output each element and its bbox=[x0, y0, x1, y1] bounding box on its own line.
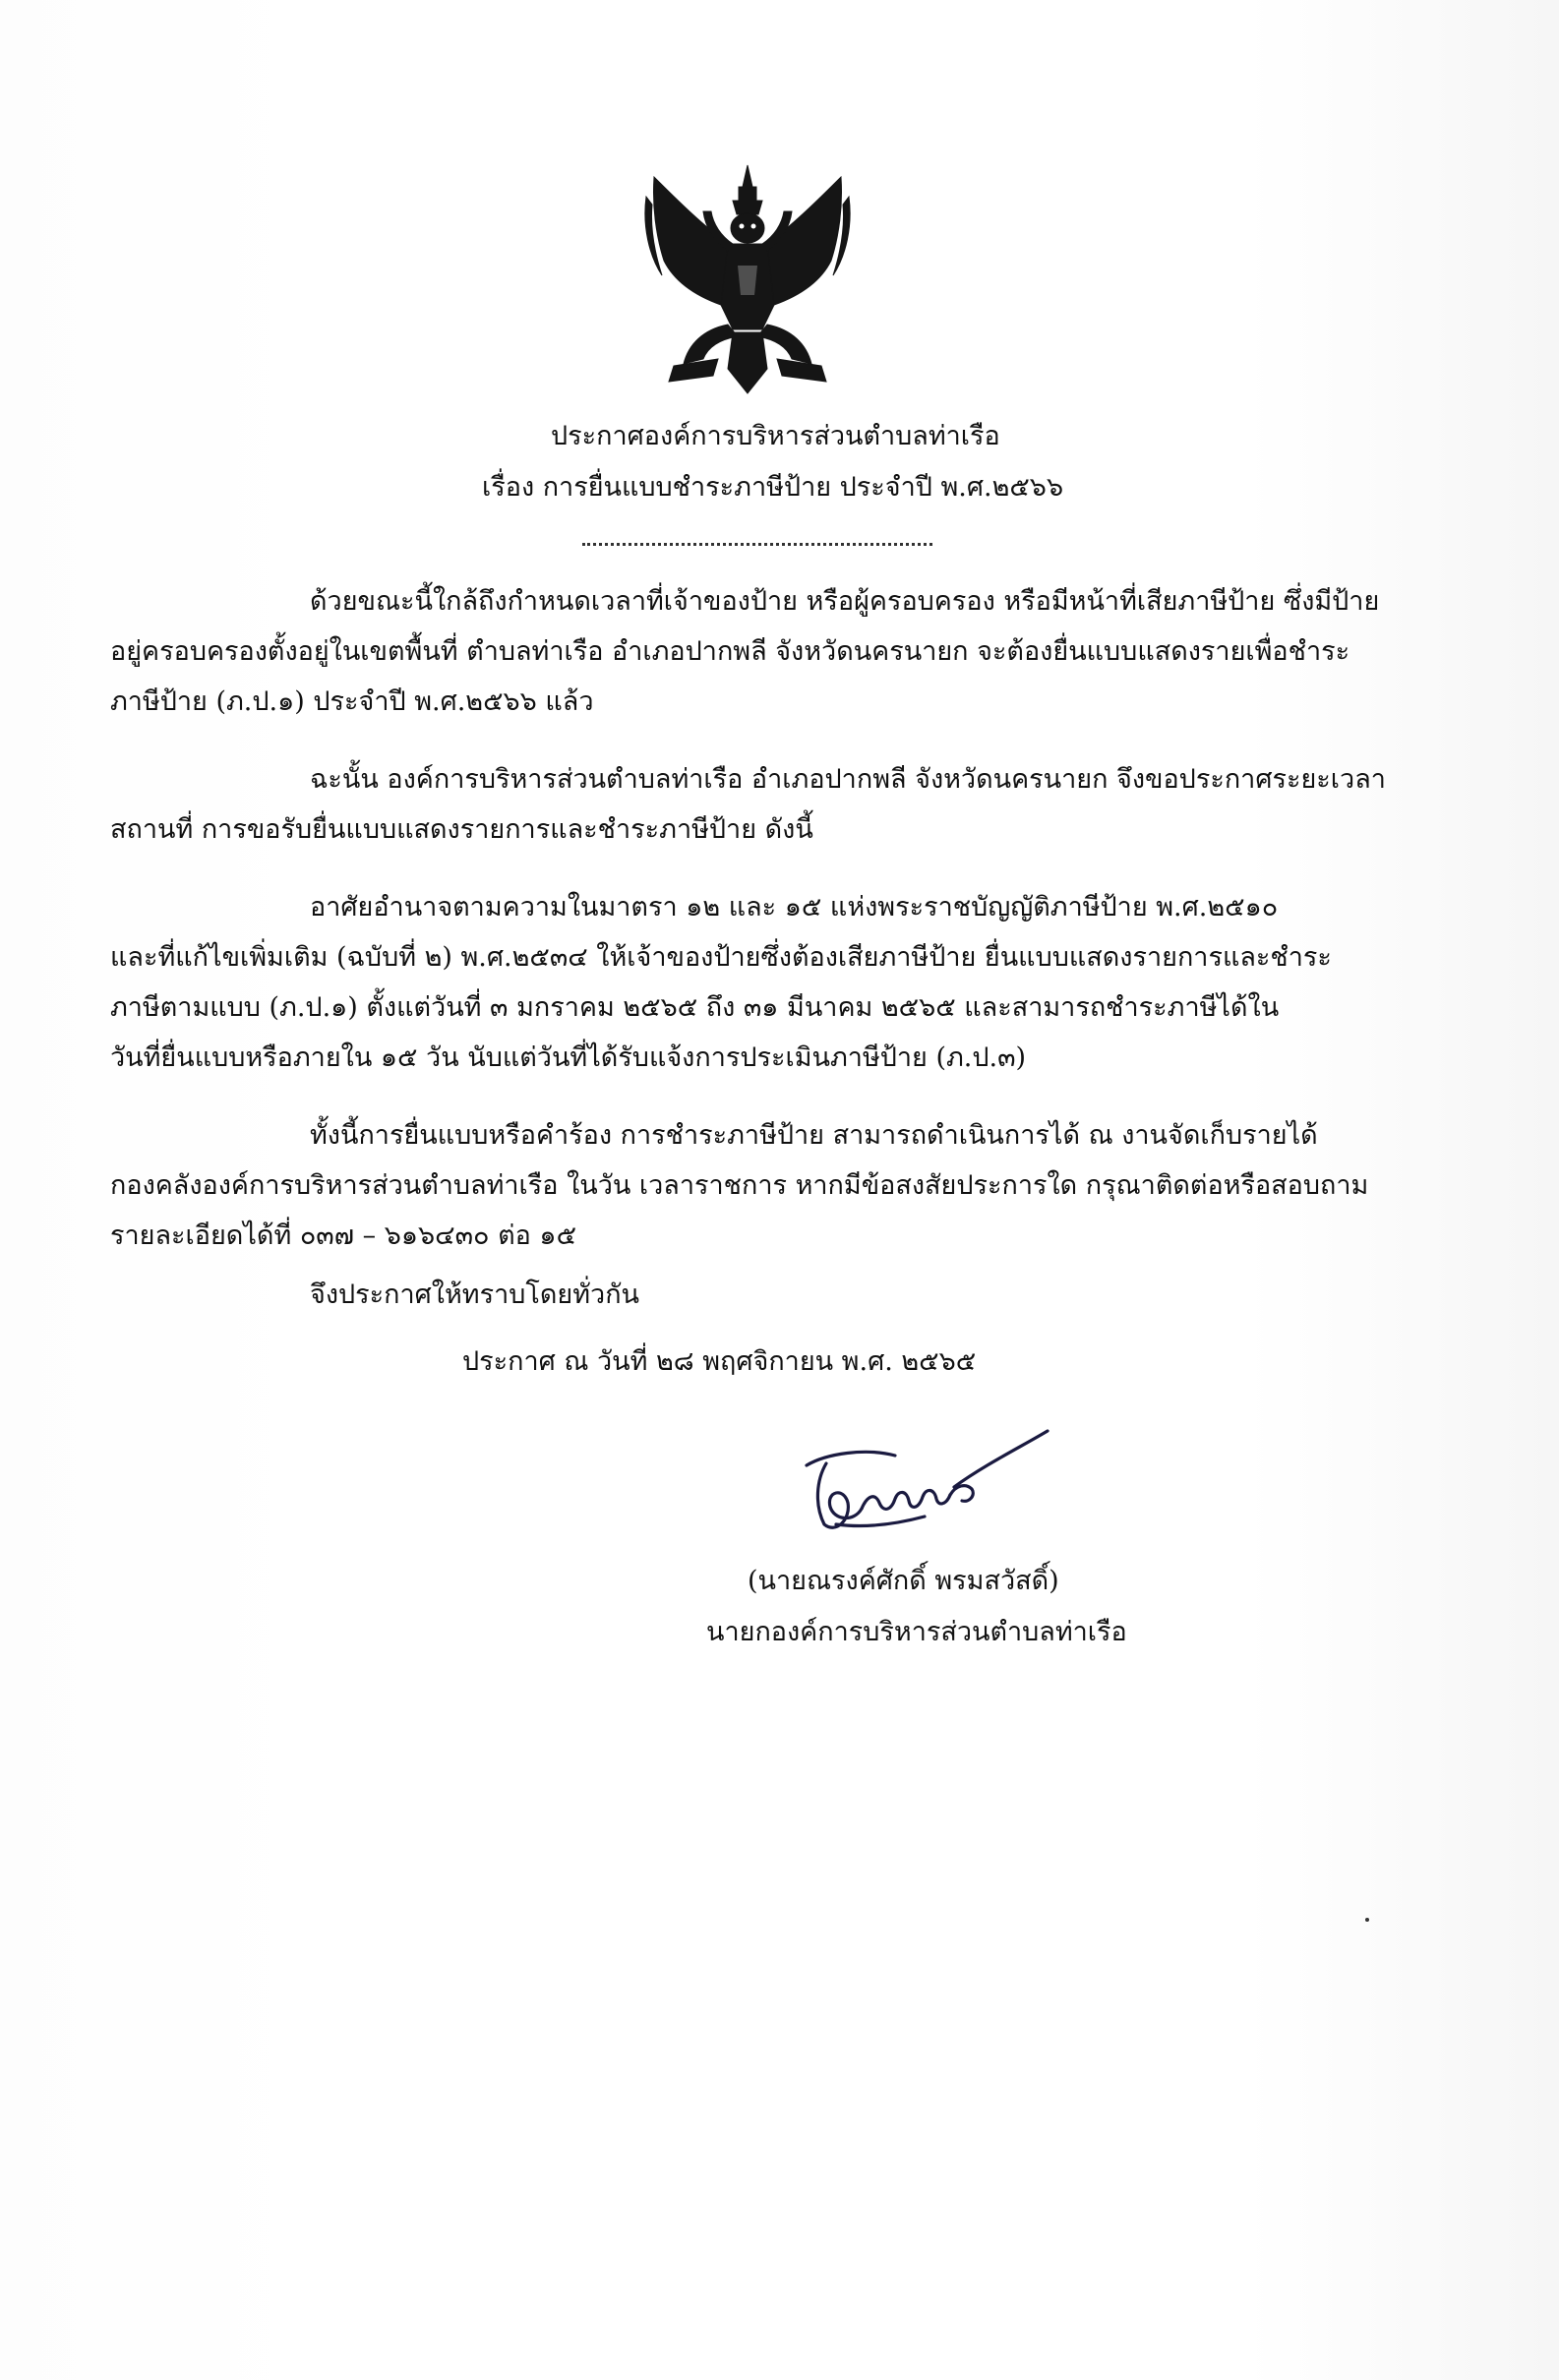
garuda-emblem-icon bbox=[634, 157, 861, 398]
paragraph-3-line-4: วันที่ยื่นแบบหรือภายใน ๑๕ วัน นับแต่วันที่ได้รับแจ้งการประเมินภาษีป้าย (ภ.ป.๓) bbox=[110, 1042, 1027, 1073]
paragraph-4-line-3: รายละเอียดได้ที่ ๐๓๗ – ๖๑๖๔๓๐ ต่อ ๑๕ bbox=[110, 1220, 577, 1251]
issuer-title: ประกาศองค์การบริหารส่วนตำบลท่าเรือ bbox=[551, 421, 1000, 451]
paragraph-3-line-1: อาศัยอำนาจตามความในมาตรา ๑๒ และ ๑๕ แห่งพระราชบัญญัติภาษีป้าย พ.ศ.๒๕๑๐ bbox=[310, 892, 1279, 922]
paragraph-1-line-1: ด้วยขณะนี้ใกล้ถึงกำหนดเวลาที่เจ้าของป้าย หรือผู้ครอบครอง หรือมีหน้าที่เสียภาษีป้าย ซึ่งมีป้าย bbox=[310, 586, 1380, 617]
paper-speck bbox=[1365, 1918, 1369, 1922]
paragraph-1-line-2: อยู่ครอบครองตั้งอยู่ในเขตพื้นที่ ตำบลท่าเรือ อำเภอปากพลี จังหวัดนครนายก จะต้องยื่นแบบแสดงรายเพื่อชำระ bbox=[110, 636, 1350, 667]
paragraph-3-line-3: ภาษีตามแบบ (ภ.ป.๑) ตั้งแต่วันที่ ๓ มกราคม ๒๕๖๕ ถึง ๓๑ มีนาคม ๒๕๖๕ และสามารถชำระภาษีได้ใน bbox=[110, 992, 1280, 1023]
closing-statement: จึงประกาศให้ทราบโดยทั่วกัน bbox=[310, 1279, 639, 1310]
paragraph-4-line-2: กองคลังองค์การบริหารส่วนตำบลท่าเรือ ในวัน เวลาราชการ หากมีข้อสงสัยประการใด กรุณาติดต่อหรือสอบถาม bbox=[110, 1170, 1369, 1201]
signatory-name: (นายณรงค์ศักดิ์ พรมสวัสดิ์) bbox=[748, 1566, 1059, 1596]
paragraph-1-line-3: ภาษีป้าย (ภ.ป.๑) ประจำปี พ.ศ.๒๕๖๖ แล้ว bbox=[110, 686, 594, 717]
header-divider bbox=[582, 539, 932, 546]
handwritten-signature bbox=[797, 1426, 1052, 1544]
signatory-position: นายกองค์การบริหารส่วนตำบลท่าเรือ bbox=[706, 1617, 1127, 1647]
paragraph-2-line-1: ฉะนั้น องค์การบริหารส่วนตำบลท่าเรือ อำเภอปากพลี จังหวัดนครนายก จึงขอประกาศระยะเวลา bbox=[310, 764, 1386, 795]
paragraph-2-line-2: สถานที่ การขอรับยื่นแบบแสดงรายการและชำระภาษีป้าย ดังนี้ bbox=[110, 814, 813, 845]
subject-title: เรื่อง การยื่นแบบชำระภาษีป้าย ประจำปี พ.ศ.๒๕๖๖ bbox=[482, 472, 1064, 503]
paragraph-4-line-1: ทั้งนี้การยื่นแบบหรือคำร้อง การชำระภาษีป้าย สามารถดำเนินการได้ ณ งานจัดเก็บรายได้ bbox=[310, 1120, 1318, 1151]
paragraph-3-line-2: และที่แก้ไขเพิ่มเติม (ฉบับที่ ๒) พ.ศ.๒๕๓๔ ให้เจ้าของป้ายซึ่งต้องเสียภาษีป้าย ยื่นแบบแสดงรายการและชำระ bbox=[110, 942, 1332, 973]
announcement-date: ประกาศ ณ วันที่ ๒๘ พฤศจิกายน พ.ศ. ๒๕๖๕ bbox=[462, 1346, 977, 1377]
